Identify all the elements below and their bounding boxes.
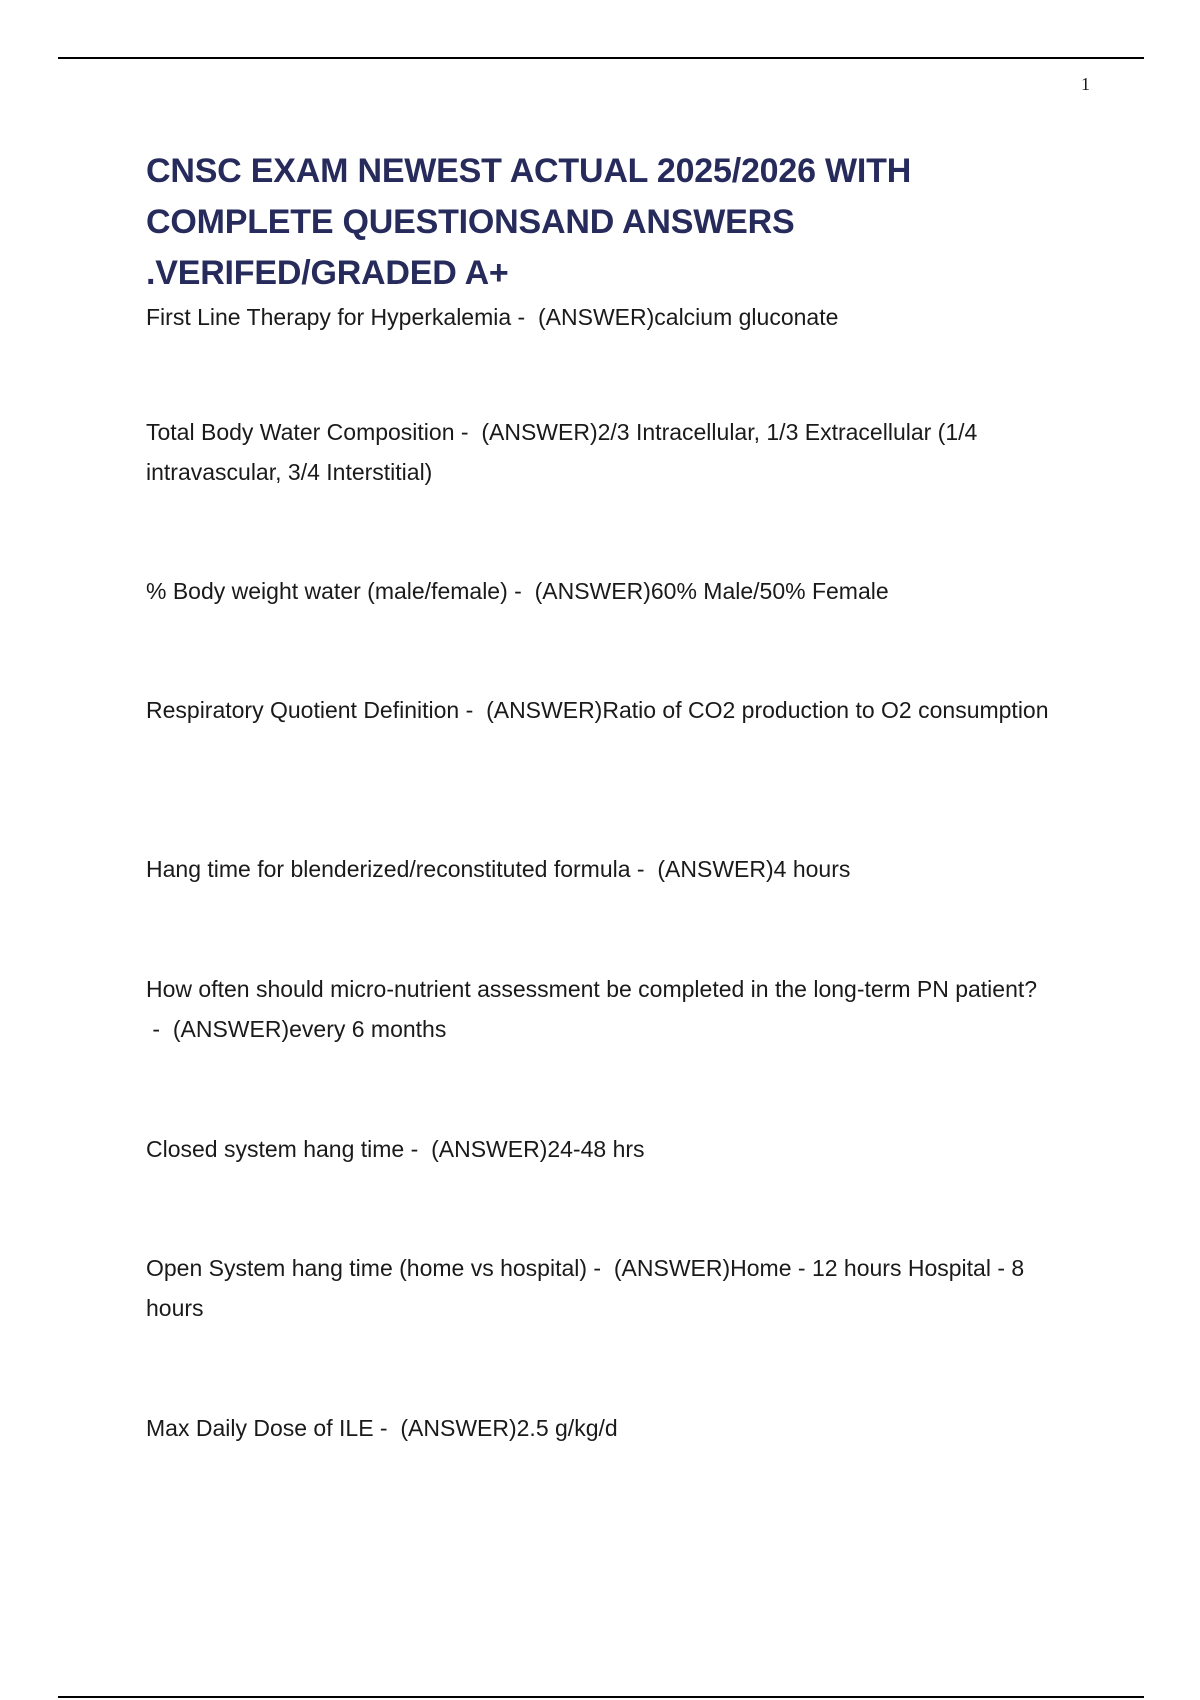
answer-text: (ANSWER)every 6 months bbox=[172, 1016, 447, 1042]
title-line-2: COMPLETE QUESTIONSAND ANSWERS bbox=[146, 203, 795, 241]
separator: - bbox=[507, 578, 535, 604]
title-line-3: .VERIFED/GRADED A+ bbox=[146, 254, 509, 292]
separator: - bbox=[630, 856, 658, 882]
separator: - bbox=[454, 419, 482, 445]
answer-text: (ANSWER)2.5 g/kg/d bbox=[400, 1415, 618, 1441]
separator: - bbox=[459, 697, 487, 723]
answer-text: (ANSWER)Home - 12 hours Hospital - 8 hours bbox=[146, 1255, 1025, 1321]
qa-item-1 bbox=[146, 297, 1086, 337]
separator: - bbox=[146, 1016, 173, 1042]
question-text: Max Daily Dose of ILE bbox=[146, 1415, 374, 1441]
answer-text: (ANSWER)24-48 hrs bbox=[431, 1136, 645, 1162]
answer-text: (ANSWER)2/3 Intracellular, 1/3 Extracellular (1/4 intravascular, 3/4 Interstitial) bbox=[146, 419, 978, 485]
qa-item-3 bbox=[146, 571, 1086, 611]
question-text: First Line Therapy for Hyperkalemia bbox=[146, 304, 512, 330]
separator: - bbox=[373, 1415, 401, 1441]
qa-item-7 bbox=[146, 1129, 1086, 1169]
title-line-1: CNSC EXAM NEWEST ACTUAL 2025/2026 WITH bbox=[146, 152, 912, 190]
qa-item-8 bbox=[146, 1248, 1086, 1328]
question-text: Closed system hang time bbox=[146, 1136, 405, 1162]
separator: - bbox=[587, 1255, 614, 1281]
qa-item-5 bbox=[146, 849, 1086, 889]
answer-text: (ANSWER)4 hours bbox=[657, 856, 851, 882]
separator: - bbox=[511, 304, 539, 330]
qa-item-4 bbox=[146, 690, 1086, 730]
answer-text: (ANSWER)calcium gluconate bbox=[538, 304, 839, 330]
question-text: How often should micro-nutrient assessment be completed in the long-term PN patient? bbox=[146, 976, 1038, 1002]
question-text: % Body weight water (male/female) bbox=[146, 578, 508, 604]
answer-text: (ANSWER)Ratio of CO2 production to O2 consumption bbox=[486, 697, 1049, 723]
question-text: Hang time for blenderized/reconstituted formula bbox=[146, 856, 631, 882]
question-text: Total Body Water Composition bbox=[146, 419, 455, 445]
page-number: 1 bbox=[1081, 74, 1090, 94]
bottom-rule bbox=[58, 1696, 1144, 1698]
separator: - bbox=[404, 1136, 432, 1162]
qa-item-9 bbox=[146, 1408, 1086, 1448]
question-text: Respiratory Quotient Definition bbox=[146, 697, 460, 723]
top-rule bbox=[58, 57, 1144, 59]
qa-item-2 bbox=[146, 412, 1086, 492]
qa-item-6 bbox=[146, 969, 1086, 1049]
document-title bbox=[146, 146, 1086, 299]
answer-text: (ANSWER)60% Male/50% Female bbox=[534, 578, 889, 604]
question-text: Open System hang time (home vs hospital) bbox=[146, 1255, 588, 1281]
